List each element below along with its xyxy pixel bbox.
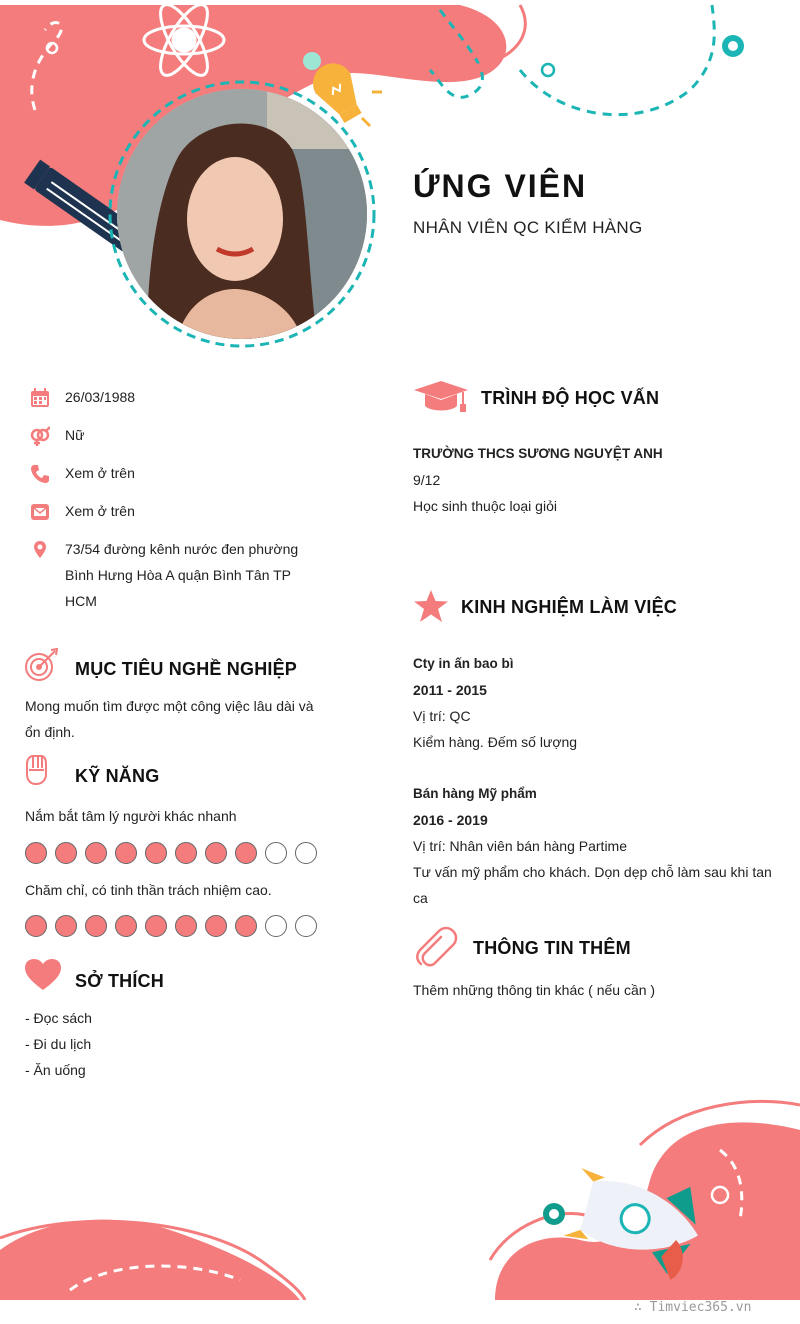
hobby-item: - Đọc sách	[25, 1010, 92, 1026]
contact-address	[30, 540, 330, 614]
fist-icon	[24, 754, 48, 786]
rating-dot-filled	[85, 842, 107, 864]
job-1-company: Cty in ấn bao bì	[413, 656, 514, 671]
address-line-2: Bình Hưng Hòa A quận Bình Tân TP	[65, 567, 292, 583]
rating-dot-filled	[25, 842, 47, 864]
avatar	[117, 89, 367, 339]
rating-dot-filled	[115, 915, 137, 937]
rating-dot-filled	[175, 915, 197, 937]
address-text	[65, 536, 298, 614]
phone-text: Xem ở trên	[65, 465, 135, 481]
job-2-period: 2016 - 2019	[413, 812, 488, 828]
rating-dot-filled	[175, 842, 197, 864]
rating-dot-filled	[145, 842, 167, 864]
hobbies-list	[25, 1005, 92, 1083]
top-decoration	[0, 0, 800, 360]
gender-icon	[30, 426, 50, 446]
rating-dot-filled	[205, 842, 227, 864]
education-title: TRÌNH ĐỘ HỌC VẤN	[481, 388, 660, 408]
skill-2-name: Chăm chỉ, có tinh thần trách nhiệm cao.	[25, 882, 272, 898]
rating-dot-empty	[265, 842, 287, 864]
email-text: Xem ở trên	[65, 503, 135, 519]
rating-dot-filled	[55, 915, 77, 937]
target-icon	[24, 648, 58, 682]
hobbies-title: SỞ THÍCH	[75, 971, 164, 991]
extra-text: Thêm những thông tin khác ( nếu cần )	[413, 982, 656, 998]
candidate-position: NHÂN VIÊN QC KIỂM HÀNG	[413, 218, 643, 237]
graduation-cap-icon	[413, 380, 469, 414]
experience-job-1	[413, 651, 783, 755]
job-2-description-cont: ca	[413, 890, 428, 906]
address-line-1: 73/54 đường kênh nước đen phường	[65, 541, 299, 557]
hobby-item: - Đi du lịch	[25, 1036, 92, 1052]
skill-2-rating	[25, 915, 317, 937]
skills-title: KỸ NĂNG	[75, 766, 160, 786]
gender-text: Nữ	[65, 427, 85, 443]
rating-dot-filled	[55, 842, 77, 864]
paperclip-icon	[413, 926, 459, 968]
contact-phone	[30, 464, 330, 486]
rating-dot-filled	[25, 915, 47, 937]
candidate-name: ỨNG VIÊN	[413, 168, 588, 204]
experience-job-2	[413, 781, 788, 911]
bottom-decoration	[0, 1090, 800, 1300]
email-icon	[30, 502, 50, 522]
rating-dot-filled	[235, 842, 257, 864]
objective-line-2: ổn định.	[25, 724, 75, 740]
rating-dot-filled	[205, 915, 227, 937]
birthdate-text: 26/03/1988	[65, 389, 136, 405]
phone-icon	[30, 464, 50, 484]
star-icon	[413, 589, 449, 623]
job-1-period: 2011 - 2015	[413, 682, 487, 698]
address-line-3: HCM	[65, 593, 97, 609]
rating-dot-empty	[295, 842, 317, 864]
experience-title: KINH NGHIỆM LÀM VIỆC	[461, 597, 678, 617]
education-details	[413, 441, 663, 519]
heart-icon	[24, 958, 62, 992]
job-1-description: Kiểm hàng. Đếm số lượng	[413, 734, 578, 750]
rating-dot-filled	[115, 842, 137, 864]
education-school: TRƯỜNG THCS SƯƠNG NGUYỆT ANH	[413, 446, 663, 461]
objective-title: MỤC TIÊU NGHỀ NGHIỆP	[75, 659, 298, 679]
education-note: Học sinh thuộc loại giỏi	[413, 498, 557, 514]
contact-birthdate	[30, 388, 330, 410]
location-pin-icon	[30, 540, 50, 560]
rating-dot-filled	[145, 915, 167, 937]
footer-watermark: ∴ Timviec365.vn	[634, 1300, 752, 1315]
skill-1-rating	[25, 842, 317, 864]
objective-line-1: Mong muốn tìm được một công việc lâu dài và	[25, 698, 314, 714]
objective-text	[25, 693, 345, 745]
contact-gender	[30, 426, 330, 448]
rating-dot-empty	[265, 915, 287, 937]
rating-dot-filled	[85, 915, 107, 937]
job-2-role: Vị trí: Nhân viên bán hàng Partime	[413, 838, 628, 854]
skill-1-name: Nắm bắt tâm lý người khác nhanh	[25, 808, 237, 824]
rating-dot-empty	[295, 915, 317, 937]
job-2-company: Bán hàng Mỹ phẩm	[413, 786, 537, 801]
hobby-item: - Ăn uống	[25, 1062, 86, 1078]
rating-dot-filled	[235, 915, 257, 937]
calendar-icon	[30, 388, 50, 408]
education-grade: 9/12	[413, 472, 441, 488]
job-1-role: Vị trí: QC	[413, 708, 471, 724]
contact-email	[30, 502, 330, 524]
extra-title: THÔNG TIN THÊM	[473, 938, 631, 958]
job-2-description: Tư vấn mỹ phẩm cho khách. Dọn dẹp chỗ làm sau khi tan	[413, 864, 772, 880]
